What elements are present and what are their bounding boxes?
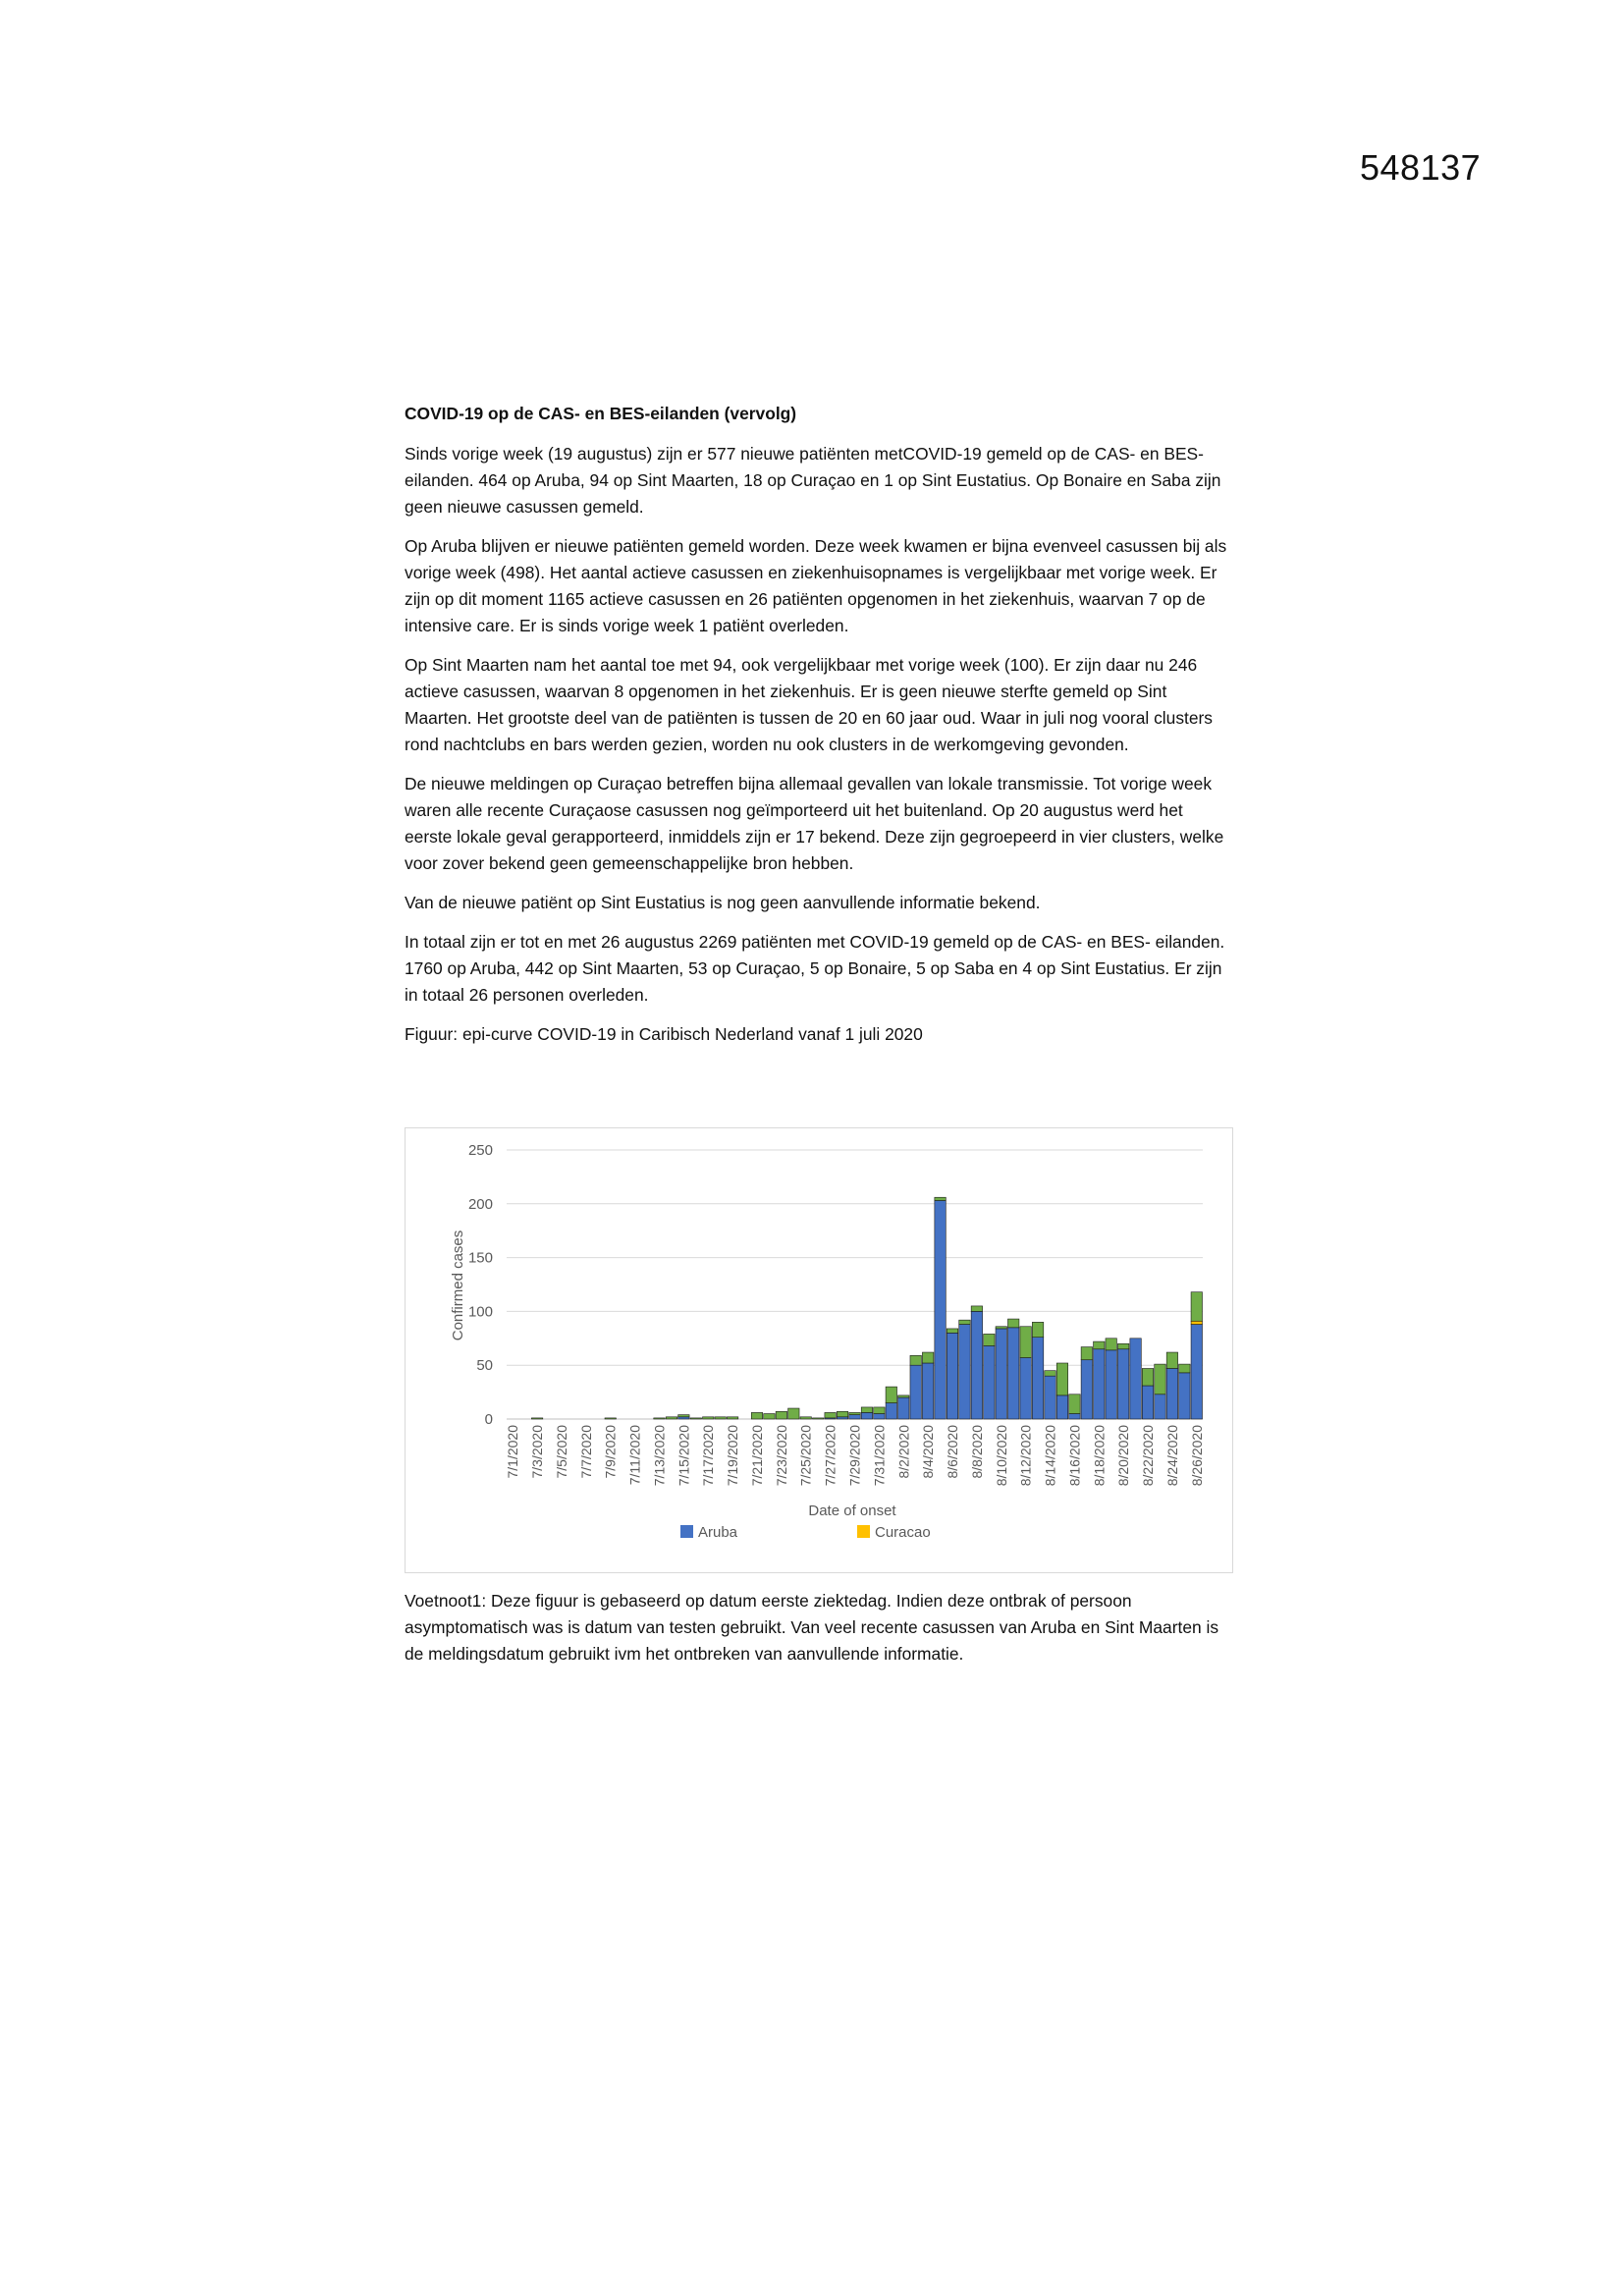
bar-segment bbox=[1191, 1292, 1202, 1322]
bar-segment bbox=[800, 1417, 811, 1419]
y-tick-label: 200 bbox=[467, 1195, 493, 1213]
bar-segment bbox=[1007, 1328, 1018, 1419]
bar-segment bbox=[1069, 1394, 1080, 1414]
x-tick-label: 7/9/2020 bbox=[602, 1425, 619, 1479]
y-tick-label: 150 bbox=[467, 1249, 493, 1267]
bar-segment bbox=[776, 1411, 786, 1419]
x-tick-label: 7/21/2020 bbox=[748, 1425, 765, 1487]
paragraph: Op Aruba blijven er nieuwe patiënten gemeld worden. Deze week kwamen er bijna evenveel casussen bij als vorige week (498). Het aantal actieve casussen en ziekenhuisopnames is vergelijkbaar met vorige week. Er zijn op dit moment 1165 actieve casussen en 26 patiënten opgenomen in het ziekenhuis, waarvan 7 op de intensive care. Er is sinds vorige week 1 patiënt overleden. bbox=[405, 536, 1227, 635]
bar-segment bbox=[1032, 1338, 1043, 1419]
bar-segment bbox=[678, 1417, 689, 1419]
bar-segment bbox=[703, 1417, 714, 1419]
bar-segment bbox=[1130, 1339, 1141, 1419]
bar-segment bbox=[837, 1417, 847, 1419]
paragraph: Op Sint Maarten nam het aantal toe met 94, ook vergelijkbaar met vorige week (100). Er zijn daar nu 246 actieve casussen, waarvan 8 opgenomen in het ziekenhuis. Er is geen nieuwe sterfte gemeld op Sint Maarten. Het grootste deel van de patiënten is tussen de 20 en 60 jaar oud. Waar in juli nog vooral clusters rond nachtclubs en bars werden gezien, worden nu ook clusters in de werkomgeving gevonden. bbox=[405, 655, 1213, 754]
x-tick-label: 7/5/2020 bbox=[553, 1425, 569, 1479]
bar-segment bbox=[1094, 1349, 1105, 1419]
bar-segment bbox=[984, 1334, 995, 1345]
x-tick-label: 7/25/2020 bbox=[797, 1425, 814, 1487]
bar-segment bbox=[1045, 1371, 1055, 1376]
bar-segment bbox=[1166, 1352, 1177, 1368]
bar-segment bbox=[874, 1414, 885, 1419]
bar-segment bbox=[996, 1327, 1006, 1329]
bar-segment bbox=[690, 1418, 701, 1419]
bar-segment bbox=[1069, 1414, 1080, 1419]
bar-segment bbox=[1191, 1321, 1202, 1324]
x-tick-label: 8/18/2020 bbox=[1091, 1425, 1108, 1487]
x-tick-label: 8/26/2020 bbox=[1188, 1425, 1205, 1487]
bar-segment bbox=[1142, 1386, 1153, 1419]
x-tick-label: 7/29/2020 bbox=[846, 1425, 863, 1487]
bar-segment bbox=[861, 1412, 872, 1419]
x-tick-label: 8/16/2020 bbox=[1066, 1425, 1083, 1487]
bar-segment bbox=[1056, 1395, 1067, 1419]
legend-swatch bbox=[857, 1525, 870, 1538]
bar-segment bbox=[1179, 1364, 1190, 1373]
x-tick-label: 7/19/2020 bbox=[725, 1425, 741, 1487]
bar-segment bbox=[886, 1403, 896, 1419]
x-tick-label: 7/15/2020 bbox=[676, 1425, 692, 1487]
bar-segment bbox=[727, 1417, 737, 1419]
bar-segment bbox=[666, 1417, 676, 1419]
bar-segment bbox=[1020, 1327, 1031, 1358]
document-id: 548137 bbox=[1360, 147, 1482, 188]
x-tick-label: 8/2/2020 bbox=[895, 1425, 912, 1479]
bar-segment bbox=[1155, 1364, 1165, 1394]
legend-label: Aruba bbox=[698, 1524, 738, 1541]
bar-segment bbox=[947, 1329, 957, 1333]
footnote bbox=[405, 1588, 1234, 1667]
bar-segment bbox=[996, 1329, 1006, 1419]
bar-segment bbox=[1081, 1360, 1092, 1419]
bar-segment bbox=[531, 1418, 542, 1419]
bar-segment bbox=[971, 1311, 982, 1419]
bar-segment bbox=[1106, 1339, 1116, 1350]
bar-segment bbox=[1106, 1350, 1116, 1419]
bar-segment bbox=[678, 1415, 689, 1417]
bar-segment bbox=[1094, 1341, 1105, 1349]
bar-segment bbox=[1142, 1368, 1153, 1386]
bar-segment bbox=[886, 1387, 896, 1402]
bar-segment bbox=[849, 1412, 860, 1414]
y-tick-label: 50 bbox=[476, 1357, 493, 1375]
bar-segment bbox=[1117, 1343, 1128, 1348]
bar-segment bbox=[1020, 1358, 1031, 1419]
paragraph: Van de nieuwe patiënt op Sint Eustatius is nog geen aanvullende informatie bekend. bbox=[405, 893, 1041, 912]
bar-segment bbox=[861, 1407, 872, 1412]
bar-segment bbox=[935, 1197, 946, 1200]
bar-segment bbox=[910, 1365, 921, 1419]
legend-label: Curacao bbox=[875, 1524, 931, 1541]
bar-segment bbox=[898, 1395, 909, 1397]
figure-caption: Figuur: epi-curve COVID-19 in Caribisch Nederland vanaf 1 juli 2020 bbox=[405, 1024, 923, 1044]
bar-segment bbox=[959, 1325, 970, 1419]
bar-segment bbox=[984, 1345, 995, 1419]
bar-segment bbox=[1155, 1394, 1165, 1419]
bar-segment bbox=[715, 1417, 726, 1419]
y-tick-label: 0 bbox=[484, 1411, 493, 1428]
x-tick-label: 7/13/2020 bbox=[651, 1425, 668, 1487]
footnote-text: Voetnoot1: Deze figuur is gebaseerd op datum eerste ziektedag. Indien deze ontbrak of persoon asymptomatisch was is datum van testen gebruikt. Van veel recente casussen van Aruba en Sint Maarten is de meldingsdatum gebruikt ivm het ontbreken van aanvullende informatie. bbox=[405, 1591, 1219, 1664]
epi-curve-chart bbox=[405, 1127, 1233, 1573]
bar-segment bbox=[825, 1412, 836, 1417]
paragraph: In totaal zijn er tot en met 26 augustus 2269 patiënten met COVID-19 gemeld op de CAS- en BES- eilanden. 1760 op Aruba, 442 op Sint Maarten, 53 op Curaçao, 5 op Bonaire, 5 op Saba en 4 op Sint Eustatius. Er zijn in totaal 26 personen overleden. bbox=[405, 932, 1225, 1005]
x-tick-label: 8/10/2020 bbox=[993, 1425, 1009, 1487]
bar-segment bbox=[1056, 1363, 1067, 1395]
x-tick-label: 7/7/2020 bbox=[577, 1425, 594, 1479]
bar-segment bbox=[1166, 1368, 1177, 1419]
bar-segment bbox=[1045, 1376, 1055, 1419]
x-axis-title: Date of onset bbox=[808, 1503, 896, 1519]
x-tick-label: 8/4/2020 bbox=[920, 1425, 937, 1479]
bar-segment bbox=[971, 1306, 982, 1311]
x-tick-label: 8/22/2020 bbox=[1140, 1425, 1157, 1487]
x-tick-label: 7/1/2020 bbox=[505, 1425, 521, 1479]
bar-segment bbox=[849, 1415, 860, 1419]
bar-segment bbox=[812, 1418, 823, 1419]
x-tick-label: 8/8/2020 bbox=[968, 1425, 985, 1479]
paragraph: De nieuwe meldingen op Curaçao betreffen bijna allemaal gevallen van lokale transmissie. Tot vorige week waren alle recente Curaçaose casussen nog geïmporteerd uit het buitenland. Op 20 augustus werd het eerste lokale geval gerapporteerd, inmiddels zijn er 17 bekend. Deze zijn gegroepeerd in vier clusters, welke voor zover bekend geen gemeenschappelijke bron hebben. bbox=[405, 774, 1224, 873]
x-tick-label: 8/24/2020 bbox=[1163, 1425, 1180, 1487]
bar-segment bbox=[1179, 1373, 1190, 1419]
bar-segment bbox=[947, 1333, 957, 1419]
y-tick-label: 100 bbox=[467, 1303, 493, 1321]
x-tick-label: 8/12/2020 bbox=[1017, 1425, 1034, 1487]
x-tick-label: 7/31/2020 bbox=[871, 1425, 888, 1487]
bar-segment bbox=[935, 1201, 946, 1419]
bar-segment bbox=[1007, 1319, 1018, 1328]
bar-segment bbox=[764, 1414, 775, 1419]
bar-segment bbox=[959, 1320, 970, 1324]
y-tick-label: 250 bbox=[467, 1142, 493, 1159]
x-tick-label: 7/27/2020 bbox=[822, 1425, 839, 1487]
bar-segment bbox=[751, 1412, 762, 1419]
bar-segment bbox=[1032, 1322, 1043, 1337]
x-tick-label: 7/23/2020 bbox=[773, 1425, 789, 1487]
x-tick-label: 8/6/2020 bbox=[945, 1425, 961, 1479]
bar-segment bbox=[654, 1418, 665, 1419]
bar-segment bbox=[1117, 1349, 1128, 1419]
bar-segment bbox=[922, 1363, 933, 1419]
legend-swatch bbox=[680, 1525, 693, 1538]
bar-segment bbox=[922, 1352, 933, 1363]
document-body bbox=[405, 401, 1234, 1061]
x-tick-label: 8/20/2020 bbox=[1115, 1425, 1132, 1487]
bar-segment bbox=[605, 1418, 616, 1419]
bar-segment bbox=[874, 1407, 885, 1414]
paragraph: Sinds vorige week (19 augustus) zijn er 577 nieuwe patiënten metCOVID-19 gemeld op de CAS- en BES- eilanden. 464 op Aruba, 94 op Sint Maarten, 18 op Curaçao en 1 op Sint Eustatius. Op Bonaire en Saba zijn geen nieuwe casussen gemeld. bbox=[405, 444, 1221, 517]
chart-svg bbox=[406, 1128, 1232, 1572]
y-axis-title: Confirmed cases bbox=[450, 1230, 466, 1341]
x-tick-label: 7/17/2020 bbox=[700, 1425, 717, 1487]
bar-segment bbox=[788, 1408, 799, 1419]
bar-segment bbox=[910, 1355, 921, 1365]
bar-segment bbox=[1191, 1325, 1202, 1419]
bar-segment bbox=[898, 1397, 909, 1419]
x-tick-label: 8/14/2020 bbox=[1042, 1425, 1058, 1487]
x-tick-label: 7/11/2020 bbox=[626, 1425, 643, 1486]
x-tick-label: 7/3/2020 bbox=[529, 1425, 546, 1479]
section-heading: COVID-19 op de CAS- en BES-eilanden (vervolg) bbox=[405, 404, 797, 423]
bar-segment bbox=[1081, 1347, 1092, 1360]
bar-segment bbox=[837, 1411, 847, 1416]
